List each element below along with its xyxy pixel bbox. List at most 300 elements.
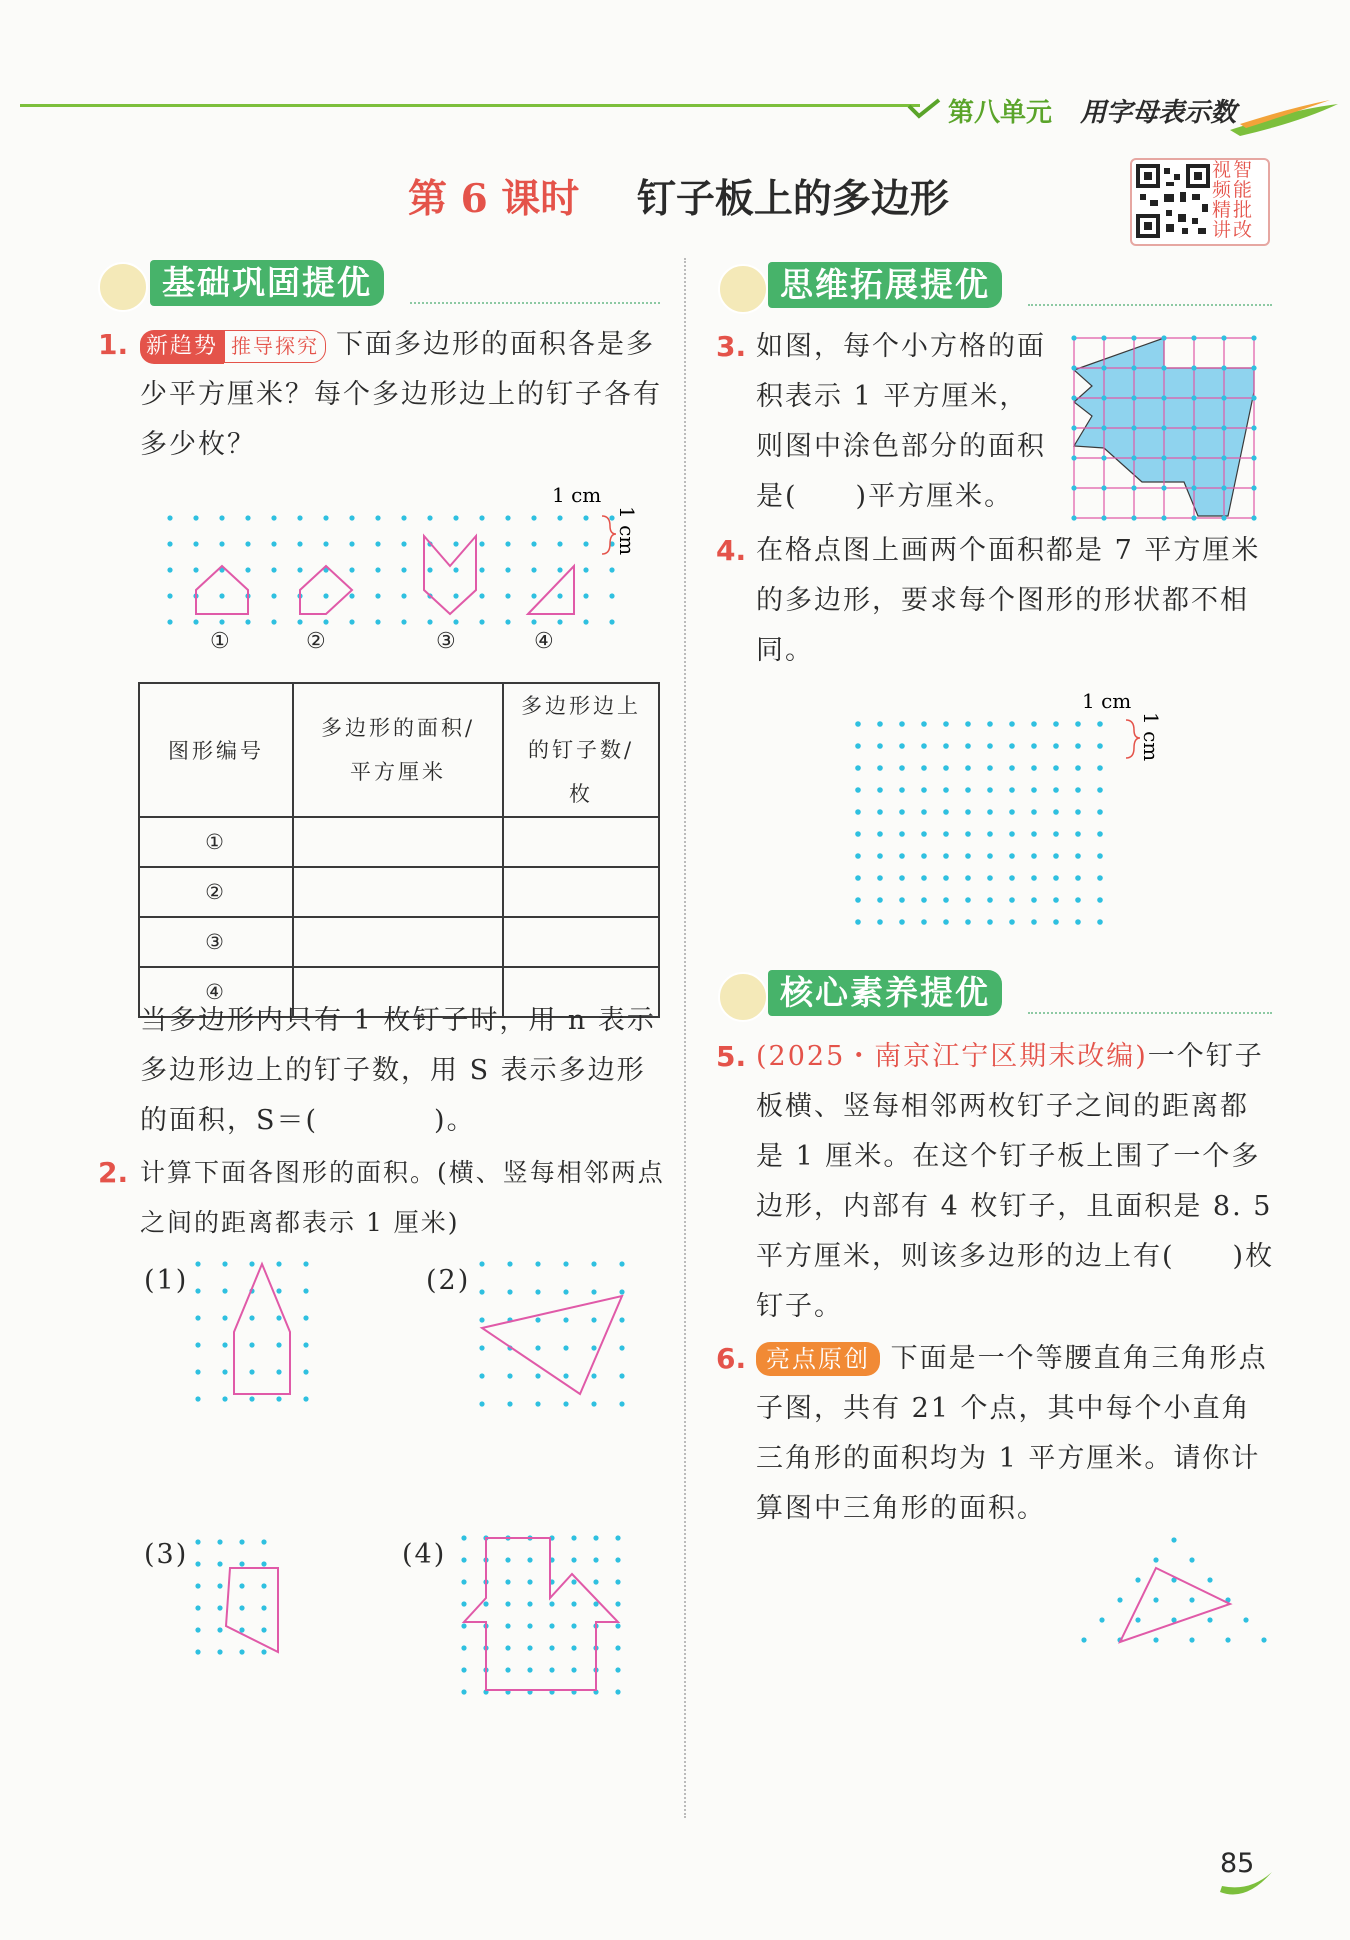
- grid-dot: [535, 1289, 540, 1294]
- grid-dot: [899, 809, 905, 815]
- grid-dot: [571, 1579, 576, 1584]
- section-rule: [1028, 304, 1272, 306]
- grid-dot: [1097, 875, 1103, 881]
- grid-dot: [1251, 365, 1256, 370]
- grid-dot: [855, 875, 861, 881]
- table-cell-id: ④: [139, 967, 293, 1017]
- grid-dot: [1101, 425, 1106, 430]
- q3-grid-figure: [1068, 332, 1268, 524]
- grid-dot: [615, 1645, 620, 1650]
- grid-dot: [1071, 335, 1076, 340]
- grid-dot: [239, 1583, 244, 1588]
- grid-dot: [1101, 485, 1106, 490]
- grid-dot: [899, 853, 905, 859]
- grid-dot: [965, 787, 971, 793]
- q2-figure-4: [440, 1526, 650, 1696]
- grid-dot: [1053, 919, 1059, 925]
- grid-dot: [271, 593, 276, 598]
- grid-dot: [987, 809, 993, 815]
- grid-dot: [261, 1649, 266, 1654]
- table-answer-nails[interactable]: [503, 917, 659, 967]
- grid-dot: [527, 1667, 532, 1672]
- grid-dot: [921, 721, 927, 727]
- q1-shape-4: [528, 566, 574, 614]
- q5-source: (2025・南京江宁区期末改编): [756, 1041, 1148, 1072]
- grid-dot: [899, 875, 905, 881]
- grid-dot: [453, 593, 458, 598]
- q1-text: [140, 320, 664, 470]
- grid-dot: [193, 619, 198, 624]
- grid-dot: [1075, 809, 1081, 815]
- grid-dot: [921, 853, 927, 859]
- grid-dot: [1225, 1637, 1230, 1642]
- section-expand-title: 思维拓展提优: [768, 262, 1002, 308]
- q3-number: 3.: [716, 330, 747, 363]
- grid-dot: [249, 1261, 254, 1266]
- grid-dot: [1221, 515, 1226, 520]
- grid-dot: [239, 1627, 244, 1632]
- grid-dot: [1191, 515, 1196, 520]
- grid-dot: [461, 1557, 466, 1562]
- grid-dot: [375, 619, 380, 624]
- q1-unit-v: 1 cm: [615, 506, 639, 556]
- grid-dot: [527, 1579, 532, 1584]
- grid-dot: [195, 1342, 200, 1347]
- grid-dot: [609, 567, 614, 572]
- grid-dot: [193, 515, 198, 520]
- q6-triangle-figure: [1070, 1530, 1280, 1650]
- grid-dot: [219, 619, 224, 624]
- grid-dot: [855, 743, 861, 749]
- grid-dot: [479, 1261, 484, 1266]
- grid-dot: [987, 919, 993, 925]
- trophy-icon: [718, 972, 768, 1022]
- grid-dot: [855, 721, 861, 727]
- grid-dot: [1153, 1557, 1158, 1562]
- grid-dot: [1221, 335, 1226, 340]
- grid-dot: [479, 567, 484, 572]
- q2-shape-1: [234, 1264, 290, 1394]
- grid-dot: [193, 567, 198, 572]
- grid-dot: [401, 567, 406, 572]
- grid-dot: [877, 875, 883, 881]
- grid-dot: [921, 875, 927, 881]
- grid-dot: [615, 1667, 620, 1672]
- swoosh-icon: [1230, 100, 1340, 140]
- grid-dot: [619, 1317, 624, 1322]
- grid-dot: [1251, 395, 1256, 400]
- grid-dot: [987, 875, 993, 881]
- grid-dot: [609, 619, 614, 624]
- grid-dot: [591, 1401, 596, 1406]
- grid-dot: [1053, 787, 1059, 793]
- grid-dot: [479, 1317, 484, 1322]
- grid-dot: [531, 593, 536, 598]
- grid-dot: [1031, 897, 1037, 903]
- lesson-name: 钉子板上的多边形: [636, 176, 949, 222]
- grid-dot: [987, 831, 993, 837]
- grid-dot: [222, 1369, 227, 1374]
- q1-dot-grid: [150, 480, 650, 680]
- grid-dot: [249, 1315, 254, 1320]
- grid-dot: [222, 1288, 227, 1293]
- grid-dot: [239, 1561, 244, 1566]
- grid-dot: [531, 567, 536, 572]
- grid-dot: [276, 1288, 281, 1293]
- grid-dot: [193, 541, 198, 546]
- grid-dot: [1075, 831, 1081, 837]
- grid-dot: [276, 1342, 281, 1347]
- q6-question: 下面是一个等腰直角三角形点子图，共有 21 个点，其中每个小直角三角形的面积均为 1 平方厘米。请你计算图中三角形的面积。: [756, 1343, 1268, 1524]
- grid-dot: [921, 787, 927, 793]
- grid-dot: [877, 765, 883, 771]
- table-row: [139, 867, 659, 917]
- grid-dot: [1131, 395, 1136, 400]
- grid-dot: [943, 831, 949, 837]
- grid-dot: [965, 919, 971, 925]
- grid-dot: [217, 1539, 222, 1544]
- grid-dot: [1031, 853, 1037, 859]
- grid-dot: [1191, 335, 1196, 340]
- grid-dot: [965, 897, 971, 903]
- grid-dot: [899, 787, 905, 793]
- grid-dot: [557, 515, 562, 520]
- grid-dot: [1071, 515, 1076, 520]
- lesson-number: 第 6 课时: [408, 176, 580, 222]
- q6-number: 6.: [716, 1342, 747, 1375]
- grid-dot: [1251, 455, 1256, 460]
- grid-dot: [583, 567, 588, 572]
- grid-dot: [535, 1317, 540, 1322]
- grid-dot: [1153, 1637, 1158, 1642]
- grid-dot: [1009, 831, 1015, 837]
- grid-dot: [461, 1645, 466, 1650]
- grid-dot: [245, 541, 250, 546]
- grid-dot: [1009, 743, 1015, 749]
- grid-dot: [453, 541, 458, 546]
- grid-dot: [1171, 1537, 1176, 1542]
- grid-dot: [461, 1601, 466, 1606]
- grid-dot: [1081, 1637, 1086, 1642]
- grid-dot: [461, 1667, 466, 1672]
- grid-dot: [563, 1401, 568, 1406]
- grid-dot: [899, 743, 905, 749]
- grid-dot: [943, 721, 949, 727]
- grid-dot: [427, 619, 432, 624]
- grid-dot: [563, 1261, 568, 1266]
- grid-dot: [1101, 455, 1106, 460]
- grid-dot: [1053, 743, 1059, 749]
- grid-dot: [505, 515, 510, 520]
- grid-dot: [483, 1601, 488, 1606]
- grid-dot: [249, 1396, 254, 1401]
- grid-dot: [1097, 853, 1103, 859]
- grid-dot: [877, 721, 883, 727]
- q6-tag: 亮点原创: [756, 1342, 880, 1376]
- q4-dot-grid[interactable]: [846, 690, 1176, 950]
- grid-dot: [1097, 919, 1103, 925]
- grid-dot: [375, 541, 380, 546]
- q2-figure-3: [180, 1526, 330, 1686]
- qr-code-icon[interactable]: [1136, 164, 1210, 238]
- grid-dot: [323, 593, 328, 598]
- grid-dot: [1135, 1577, 1140, 1582]
- grid-dot: [1161, 335, 1166, 340]
- grid-dot: [1131, 515, 1136, 520]
- grid-dot: [855, 765, 861, 771]
- grid-dot: [195, 1288, 200, 1293]
- q1-formula: 当多边形内只有 1 枚钉子时，用 n 表示多边形边上的钉子数，用 S 表示多边形的面积，S＝( )。: [140, 1005, 656, 1136]
- grid-dot: [1075, 875, 1081, 881]
- grid-dot: [271, 541, 276, 546]
- grid-dot: [1053, 831, 1059, 837]
- grid-dot: [531, 619, 536, 624]
- table-answer-nails[interactable]: [503, 817, 659, 867]
- grid-dot: [323, 619, 328, 624]
- grid-dot: [303, 1342, 308, 1347]
- grid-dot: [1153, 1597, 1158, 1602]
- grid-dot: [219, 593, 224, 598]
- grid-dot: [375, 593, 380, 598]
- grid-dot: [535, 1401, 540, 1406]
- table-answer-area[interactable]: [293, 867, 503, 917]
- grid-dot: [239, 1605, 244, 1610]
- grid-dot: [401, 541, 406, 546]
- grid-dot: [855, 787, 861, 793]
- grid-dot: [461, 1535, 466, 1540]
- grid-dot: [303, 1369, 308, 1374]
- grid-dot: [855, 853, 861, 859]
- grid-dot: [563, 1373, 568, 1378]
- grid-dot: [965, 875, 971, 881]
- grid-dot: [591, 1289, 596, 1294]
- grid-dot: [1161, 425, 1166, 430]
- grid-dot: [987, 721, 993, 727]
- grid-dot: [583, 515, 588, 520]
- grid-dot: [349, 541, 354, 546]
- grid-dot: [563, 1345, 568, 1350]
- grid-dot: [593, 1557, 598, 1562]
- grid-dot: [921, 743, 927, 749]
- grid-dot: [219, 515, 224, 520]
- grid-dot: [1097, 809, 1103, 815]
- grid-dot: [217, 1583, 222, 1588]
- grid-dot: [303, 1261, 308, 1266]
- grid-dot: [507, 1289, 512, 1294]
- q2-label-1: (1): [144, 1265, 189, 1296]
- grid-dot: [1009, 721, 1015, 727]
- grid-dot: [1031, 743, 1037, 749]
- grid-dot: [1031, 787, 1037, 793]
- grid-dot: [1009, 765, 1015, 771]
- grid-dot: [1031, 721, 1037, 727]
- q1-label-4: ④: [534, 629, 554, 654]
- grid-dot: [261, 1561, 266, 1566]
- grid-dot: [505, 1667, 510, 1672]
- grid-dot: [1075, 919, 1081, 925]
- grid-dot: [855, 809, 861, 815]
- table-header: 多边形的面积/平方厘米: [293, 683, 503, 817]
- grid-dot: [1191, 365, 1196, 370]
- grid-dot: [591, 1261, 596, 1266]
- grid-dot: [323, 515, 328, 520]
- grid-dot: [549, 1623, 554, 1628]
- grid-dot: [527, 1557, 532, 1562]
- grid-dot: [479, 619, 484, 624]
- grid-dot: [1101, 395, 1106, 400]
- grid-dot: [1161, 365, 1166, 370]
- grid-dot: [535, 1373, 540, 1378]
- grid-dot: [505, 1645, 510, 1650]
- grid-dot: [877, 919, 883, 925]
- grid-dot: [276, 1396, 281, 1401]
- grid-dot: [943, 765, 949, 771]
- grid-dot: [1191, 485, 1196, 490]
- table-answer-nails[interactable]: [503, 867, 659, 917]
- grid-dot: [1053, 809, 1059, 815]
- grid-dot: [217, 1627, 222, 1632]
- grid-dot: [303, 1288, 308, 1293]
- grid-dot: [615, 1623, 620, 1628]
- unit-topic: 用字母表示数: [1080, 98, 1237, 128]
- grid-dot: [427, 567, 432, 572]
- grid-dot: [557, 619, 562, 624]
- grid-dot: [261, 1627, 266, 1632]
- grid-dot: [249, 1342, 254, 1347]
- grid-dot: [557, 593, 562, 598]
- grid-dot: [1251, 485, 1256, 490]
- grid-dot: [619, 1401, 624, 1406]
- grid-dot: [303, 1396, 308, 1401]
- grid-dot: [987, 853, 993, 859]
- grid-dot: [619, 1289, 624, 1294]
- q1-label-2: ②: [306, 629, 326, 654]
- grid-dot: [1097, 897, 1103, 903]
- grid-dot: [239, 1539, 244, 1544]
- table-header: 多边形边上的钉子数/枚: [503, 683, 659, 817]
- grid-dot: [505, 541, 510, 546]
- grid-dot: [965, 721, 971, 727]
- grid-dot: [167, 515, 172, 520]
- grid-dot: [507, 1401, 512, 1406]
- grid-dot: [943, 809, 949, 815]
- grid-dot: [593, 1579, 598, 1584]
- grid-dot: [479, 593, 484, 598]
- grid-dot: [855, 919, 861, 925]
- grid-dot: [195, 1627, 200, 1632]
- table-answer-area[interactable]: [293, 817, 503, 867]
- grid-dot: [1161, 395, 1166, 400]
- table-answer-area[interactable]: [293, 917, 503, 967]
- grid-dot: [195, 1649, 200, 1654]
- grid-dot: [1071, 425, 1076, 430]
- q1-dots: [167, 515, 614, 624]
- grid-dot: [1191, 455, 1196, 460]
- q2-figure-1: [180, 1254, 350, 1414]
- q2-number: 2.: [98, 1156, 129, 1189]
- grid-dot: [1099, 1617, 1104, 1622]
- grid-dot: [195, 1261, 200, 1266]
- grid-dot: [1131, 365, 1136, 370]
- grid-dot: [297, 567, 302, 572]
- q5-number: 5.: [716, 1040, 747, 1073]
- grid-dot: [1097, 721, 1103, 727]
- grid-dot: [505, 1601, 510, 1606]
- check-leaf-icon: [905, 96, 945, 122]
- grid-dot: [1261, 1637, 1266, 1642]
- grid-dot: [1009, 897, 1015, 903]
- q5-question: 一个钉子板横、竖每相邻两枚钉子之间的距离都是 1 厘米。在这个钉子板上围了一个多边形，内部有 4 枚钉子，且面积是 8. 5 平方厘米，则该多边形的边上有( )枚钉子。: [756, 1041, 1275, 1322]
- grid-dot: [965, 743, 971, 749]
- grid-dot: [1009, 809, 1015, 815]
- grid-dot: [527, 1645, 532, 1650]
- grid-dot: [619, 1345, 624, 1350]
- grid-dot: [505, 1623, 510, 1628]
- grid-dot: [195, 1539, 200, 1544]
- grid-dot: [271, 567, 276, 572]
- grid-dot: [195, 1605, 200, 1610]
- q4-text: 在格点图上画两个面积都是 7 平方厘米的多边形，要求每个图形的形状都不相同。: [756, 535, 1261, 666]
- grid-dot: [557, 567, 562, 572]
- grid-dot: [1221, 455, 1226, 460]
- grid-dot: [297, 541, 302, 546]
- grid-dot: [1135, 1617, 1140, 1622]
- grid-dot: [987, 787, 993, 793]
- grid-dot: [195, 1396, 200, 1401]
- grid-dot: [571, 1623, 576, 1628]
- q4-unit-v: 1 cm: [1139, 712, 1163, 762]
- q1-tag-explore: 推导探究: [224, 330, 326, 363]
- grid-dot: [615, 1557, 620, 1562]
- table-cell-id: ③: [139, 917, 293, 967]
- grid-dot: [505, 567, 510, 572]
- grid-dot: [899, 721, 905, 727]
- grid-dot: [1117, 1597, 1122, 1602]
- grid-dot: [217, 1605, 222, 1610]
- grid-dot: [427, 515, 432, 520]
- grid-dot: [855, 897, 861, 903]
- grid-dot: [877, 743, 883, 749]
- table-cell-id: ①: [139, 817, 293, 867]
- grid-dot: [531, 515, 536, 520]
- grid-dot: [965, 765, 971, 771]
- grid-dot: [877, 853, 883, 859]
- grid-dot: [245, 515, 250, 520]
- grid-dot: [1097, 831, 1103, 837]
- table-cell-id: ②: [139, 867, 293, 917]
- grid-dot: [195, 1369, 200, 1374]
- grid-dot: [261, 1605, 266, 1610]
- grid-dot: [505, 1579, 510, 1584]
- grid-dot: [167, 619, 172, 624]
- grid-dot: [1251, 515, 1256, 520]
- q2-figure-2: [470, 1254, 640, 1414]
- grid-dot: [1031, 831, 1037, 837]
- q4-brace: [1126, 720, 1140, 758]
- q2-label-3: (3): [144, 1539, 189, 1570]
- grid-dot: [571, 1557, 576, 1562]
- grid-dot: [245, 619, 250, 624]
- grid-dot: [1071, 395, 1076, 400]
- grid-dot: [505, 619, 510, 624]
- grid-dot: [1161, 515, 1166, 520]
- grid-dot: [276, 1261, 281, 1266]
- grid-dot: [921, 919, 927, 925]
- grid-dot: [1075, 721, 1081, 727]
- grid-dot: [505, 1557, 510, 1562]
- grid-dot: [877, 809, 883, 815]
- grid-dot: [349, 619, 354, 624]
